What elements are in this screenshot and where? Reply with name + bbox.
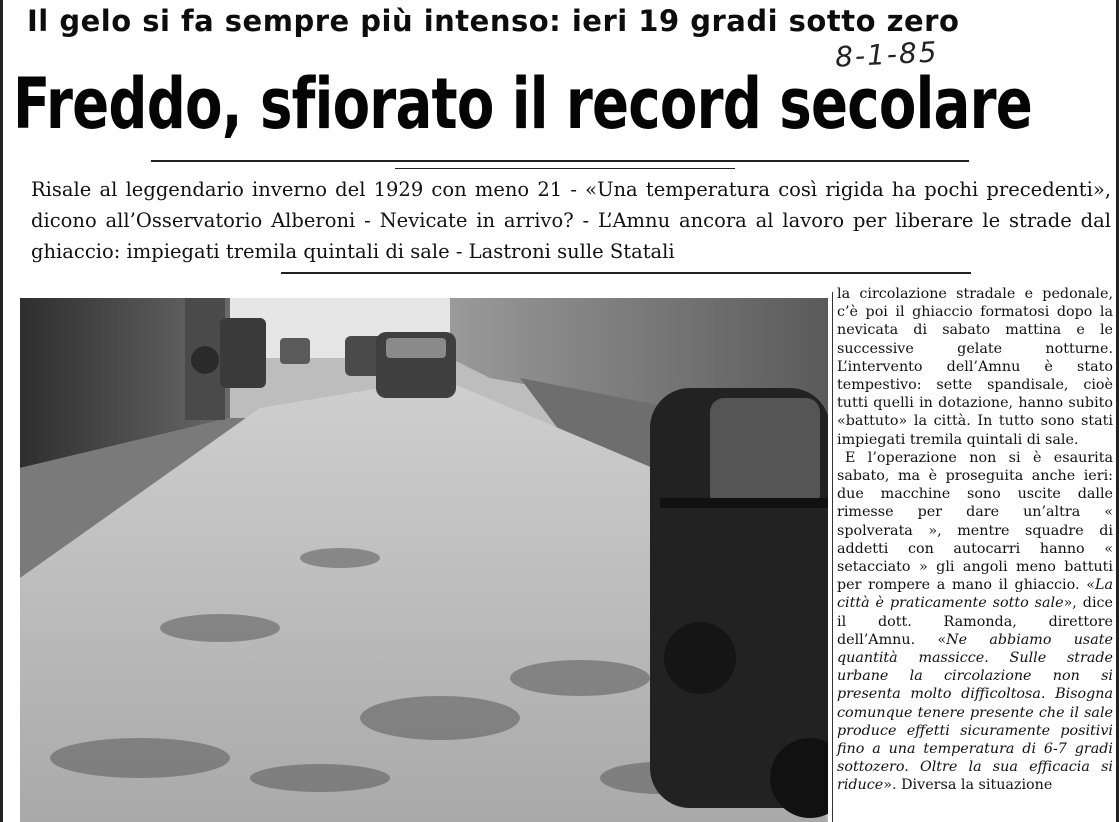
rule-top: [151, 160, 969, 162]
street-photo: [20, 298, 828, 822]
body-text: », dice il dott. Ramonda, direttore dell’Amnu. «: [837, 595, 1113, 648]
body-paragraph: la circolazione stradale e pedonale, c’è poi il ghiaccio formatosi dopo la nevicata di sabato mattina e le successive gelate notturne. L’intervento dell’Amnu è stato tempestivo: sette spandisale, cioè tutti quelli in dotazione, hanno subito «battuto» la città. In tutto sono stati impiegati tremila quintali di sale.: [837, 286, 1113, 448]
body-text: ». Diversa la situazione: [883, 777, 1053, 794]
body-text: E l’operazione non si è esaurita sabato, ma è proseguita anche ieri: due macchine sono uscite dalle rimesse per dare un’altra « spolverata », mentre squadre di addetti con autocarri hanno « setacciato » gli angoli meno battuti per rompere a mano il ghiaccio. «: [837, 449, 1113, 594]
body-paragraph: [837, 449, 1113, 795]
kicker-headline: Il gelo si fa sempre più intenso: ieri 19 gradi sotto zero: [27, 4, 960, 38]
quote-text: Ne abbiamo usate quantità massicce. Sulle strade urbane la circolazione non si presenta molto difficoltosa. Bisogna comunque tenere presente che il sale produce effetti sicuramente positivi fino a una temperatura di 6-7 gradi sottozero. Oltre la sua efficacia si riduce: [837, 631, 1113, 794]
handwritten-date: 8-1-85: [834, 35, 940, 74]
rule-short: [395, 168, 735, 169]
article-summary: Risale al leggendario inverno del 1929 con meno 21 - «Una temperatura così rigida ha pochi precedenti», dicono all’Osservatorio Alberoni - Nevicate in arrivo? - L’Amnu ancora al lavoro per liberare le strade dal ghiaccio: impiegati tremila quintali di sale - Lastroni sulle Statali: [31, 178, 1111, 263]
quote-text: La città è praticamente sotto sale: [837, 577, 1113, 612]
column-divider: [832, 292, 833, 822]
snowy-street-image: [20, 298, 828, 822]
main-headline: Freddo, sfiorato il record secolare: [13, 63, 1032, 145]
article-body: [837, 285, 1113, 795]
rule-bottom: [281, 272, 971, 274]
